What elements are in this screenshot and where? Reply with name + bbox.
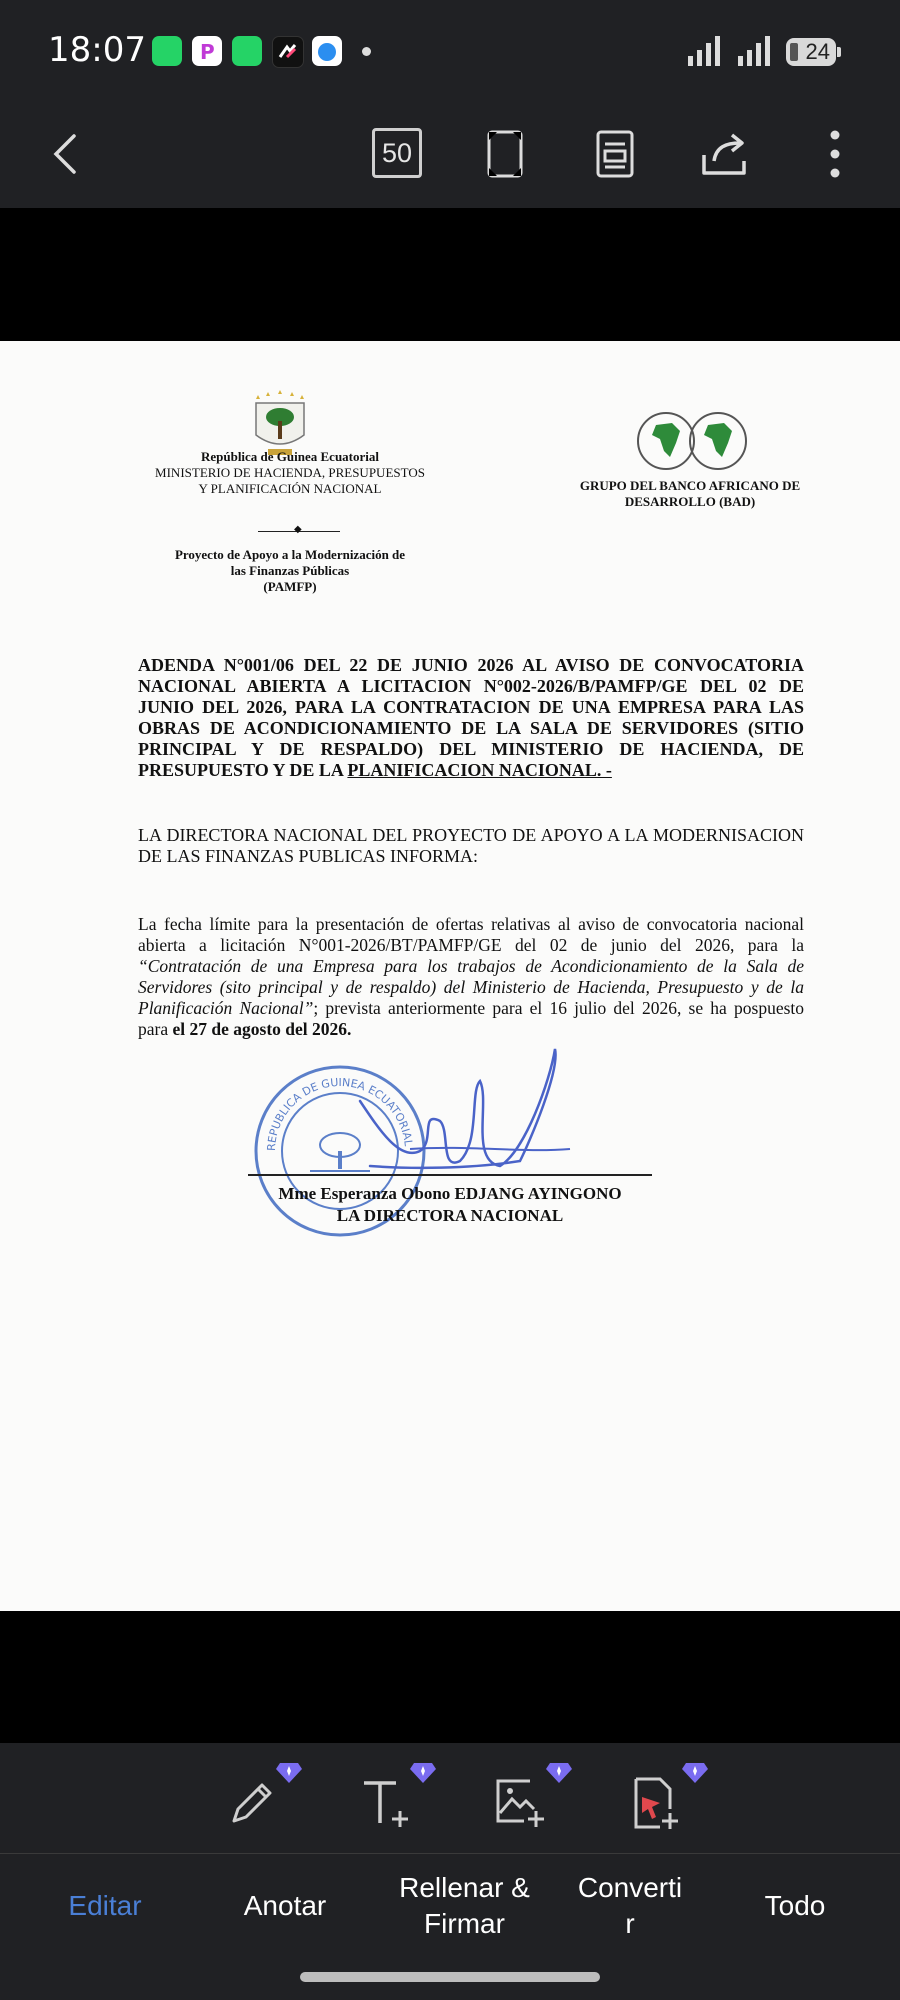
project-line-3: (PAMFP) [263,579,317,594]
tab-editar[interactable]: Editar [68,1890,142,1921]
document-viewer[interactable] [0,208,900,1743]
svg-text:P: P [200,40,215,64]
signer-name: Mme Esperanza Obono EDJANG AYINGONO [278,1184,622,1203]
intro-text: LA DIRECTORA NACIONAL DEL PROYECTO DE APOYO A LA MODERNISACION DE LAS FINANZAS PUBLICAS INFORMA: [138,825,804,866]
project-line-1: Proyecto de Apoyo a la Modernización de [174,547,406,562]
document-title [138,655,804,781]
signer-title: LA DIRECTORA NACIONAL [336,1206,564,1225]
bank-line-1: GRUPO DEL BANCO AFRICANO DE [579,478,801,493]
para-bold-date: el 27 de agosto del 2026. [172,1019,352,1039]
edit-tools-bar [0,1743,900,1853]
bank-line-2: DESARROLLO (BAD) [624,494,756,509]
diamond-icon [546,1761,572,1783]
ministry-line-1: MINISTERIO DE HACIENDA, PRESUPUESTOS [155,465,425,480]
signal-icon [688,36,722,66]
chevron-left-icon[interactable] [40,122,90,186]
stamp-text: REPUBLICA DE GUINEA ECUATORIAL [264,1075,415,1152]
whatsapp-icon [152,36,182,66]
status-time: 18:07 [48,30,146,70]
home-gesture-bar[interactable] [300,1972,600,1982]
para-part-2: ; prevista anteriormente para el 16 julio del 2026, se ha pospuesto para [138,998,805,1039]
battery-icon: 24 [786,38,836,66]
share-icon[interactable] [698,122,752,186]
tab-convertir[interactable]: Converti r [577,1872,683,1939]
add-image-icon[interactable] [490,1773,550,1833]
diamond-icon [410,1761,436,1783]
bottom-tab-bar [0,1854,900,1958]
pen-icon[interactable] [222,1773,282,1833]
body-paragraph [138,914,804,1040]
tab-todo[interactable]: Todo [764,1890,826,1921]
project-block [160,547,420,595]
fit-page-icon[interactable] [480,122,530,186]
pdf-edit-icon[interactable] [626,1773,686,1833]
diamond-icon [682,1761,708,1783]
title-main: ADENDA N°001/06 DEL 22 DE JUNIO 2026 AL AVISO DE CONVOCATORIA NACIONAL ABIERTA A LICITACION N°002-2026/B/PAMFP/GE DEL 02 DE JUNIO DEL 2026, PARA LA CONTRATACION DE UNA EMPRESA PARA LAS OBRAS DE ACONDICIONAMIENTO DE LA SALA DE SERVIDORES (SITIO PRINCIPAL Y DE RESPALDO) DEL MINISTERIO DE HACIENDA, DE PRESUPUESTO Y DE LA [138,655,804,780]
tab-anotar[interactable]: Anotar [243,1890,327,1921]
status-bar [0,0,900,100]
pdf-page [0,341,900,1611]
tab-rellenar-firmar[interactable]: Rellenar & Firmar [399,1872,530,1939]
title-underlined: PLANIFICACION NACIONAL. - [347,760,612,780]
system-nav-bar [0,1958,900,2000]
reading-mode-icon[interactable] [590,122,640,186]
viewer-toolbar [0,100,900,208]
bank-block [565,478,815,510]
header-divider [258,531,340,532]
issuer-block [140,449,440,497]
afdb-logo-icon [632,409,752,473]
capcut-icon [272,36,304,68]
signature-scribble [350,1041,580,1191]
whatsapp-icon [232,36,262,66]
add-text-icon[interactable] [356,1773,416,1833]
more-notifications-dot [362,47,371,56]
signal-icon [738,36,772,66]
para-part-1: La fecha límite para la presentación de ofertas relativas al aviso de convocatoria nacional abierta a licitación N°001-2026/BT/PAMFP/GE del 02 de junio del 2026, para la [138,914,804,955]
project-line-2: las Finanzas Públicas [230,563,350,578]
country-name: República de Guinea Ecuatorial [200,449,380,464]
more-vert-icon[interactable] [820,122,850,186]
signer-block [248,1183,652,1227]
ministry-line-2: Y PLANIFICACIÓN NACIONAL [198,481,382,496]
bluesky-icon [312,36,342,66]
page-count-button[interactable]: 50 [372,128,422,178]
signature-line [248,1174,652,1176]
diamond-icon [276,1761,302,1783]
para-italic: “Contratación de una Empresa para los trabajos de Acondicionamiento de la Sala de Servidores (sito principal y de respaldo) del Ministerio de Hacienda, Presupuesto y de la Planificación Nacional” [138,956,804,1018]
picsart-icon [192,36,222,66]
